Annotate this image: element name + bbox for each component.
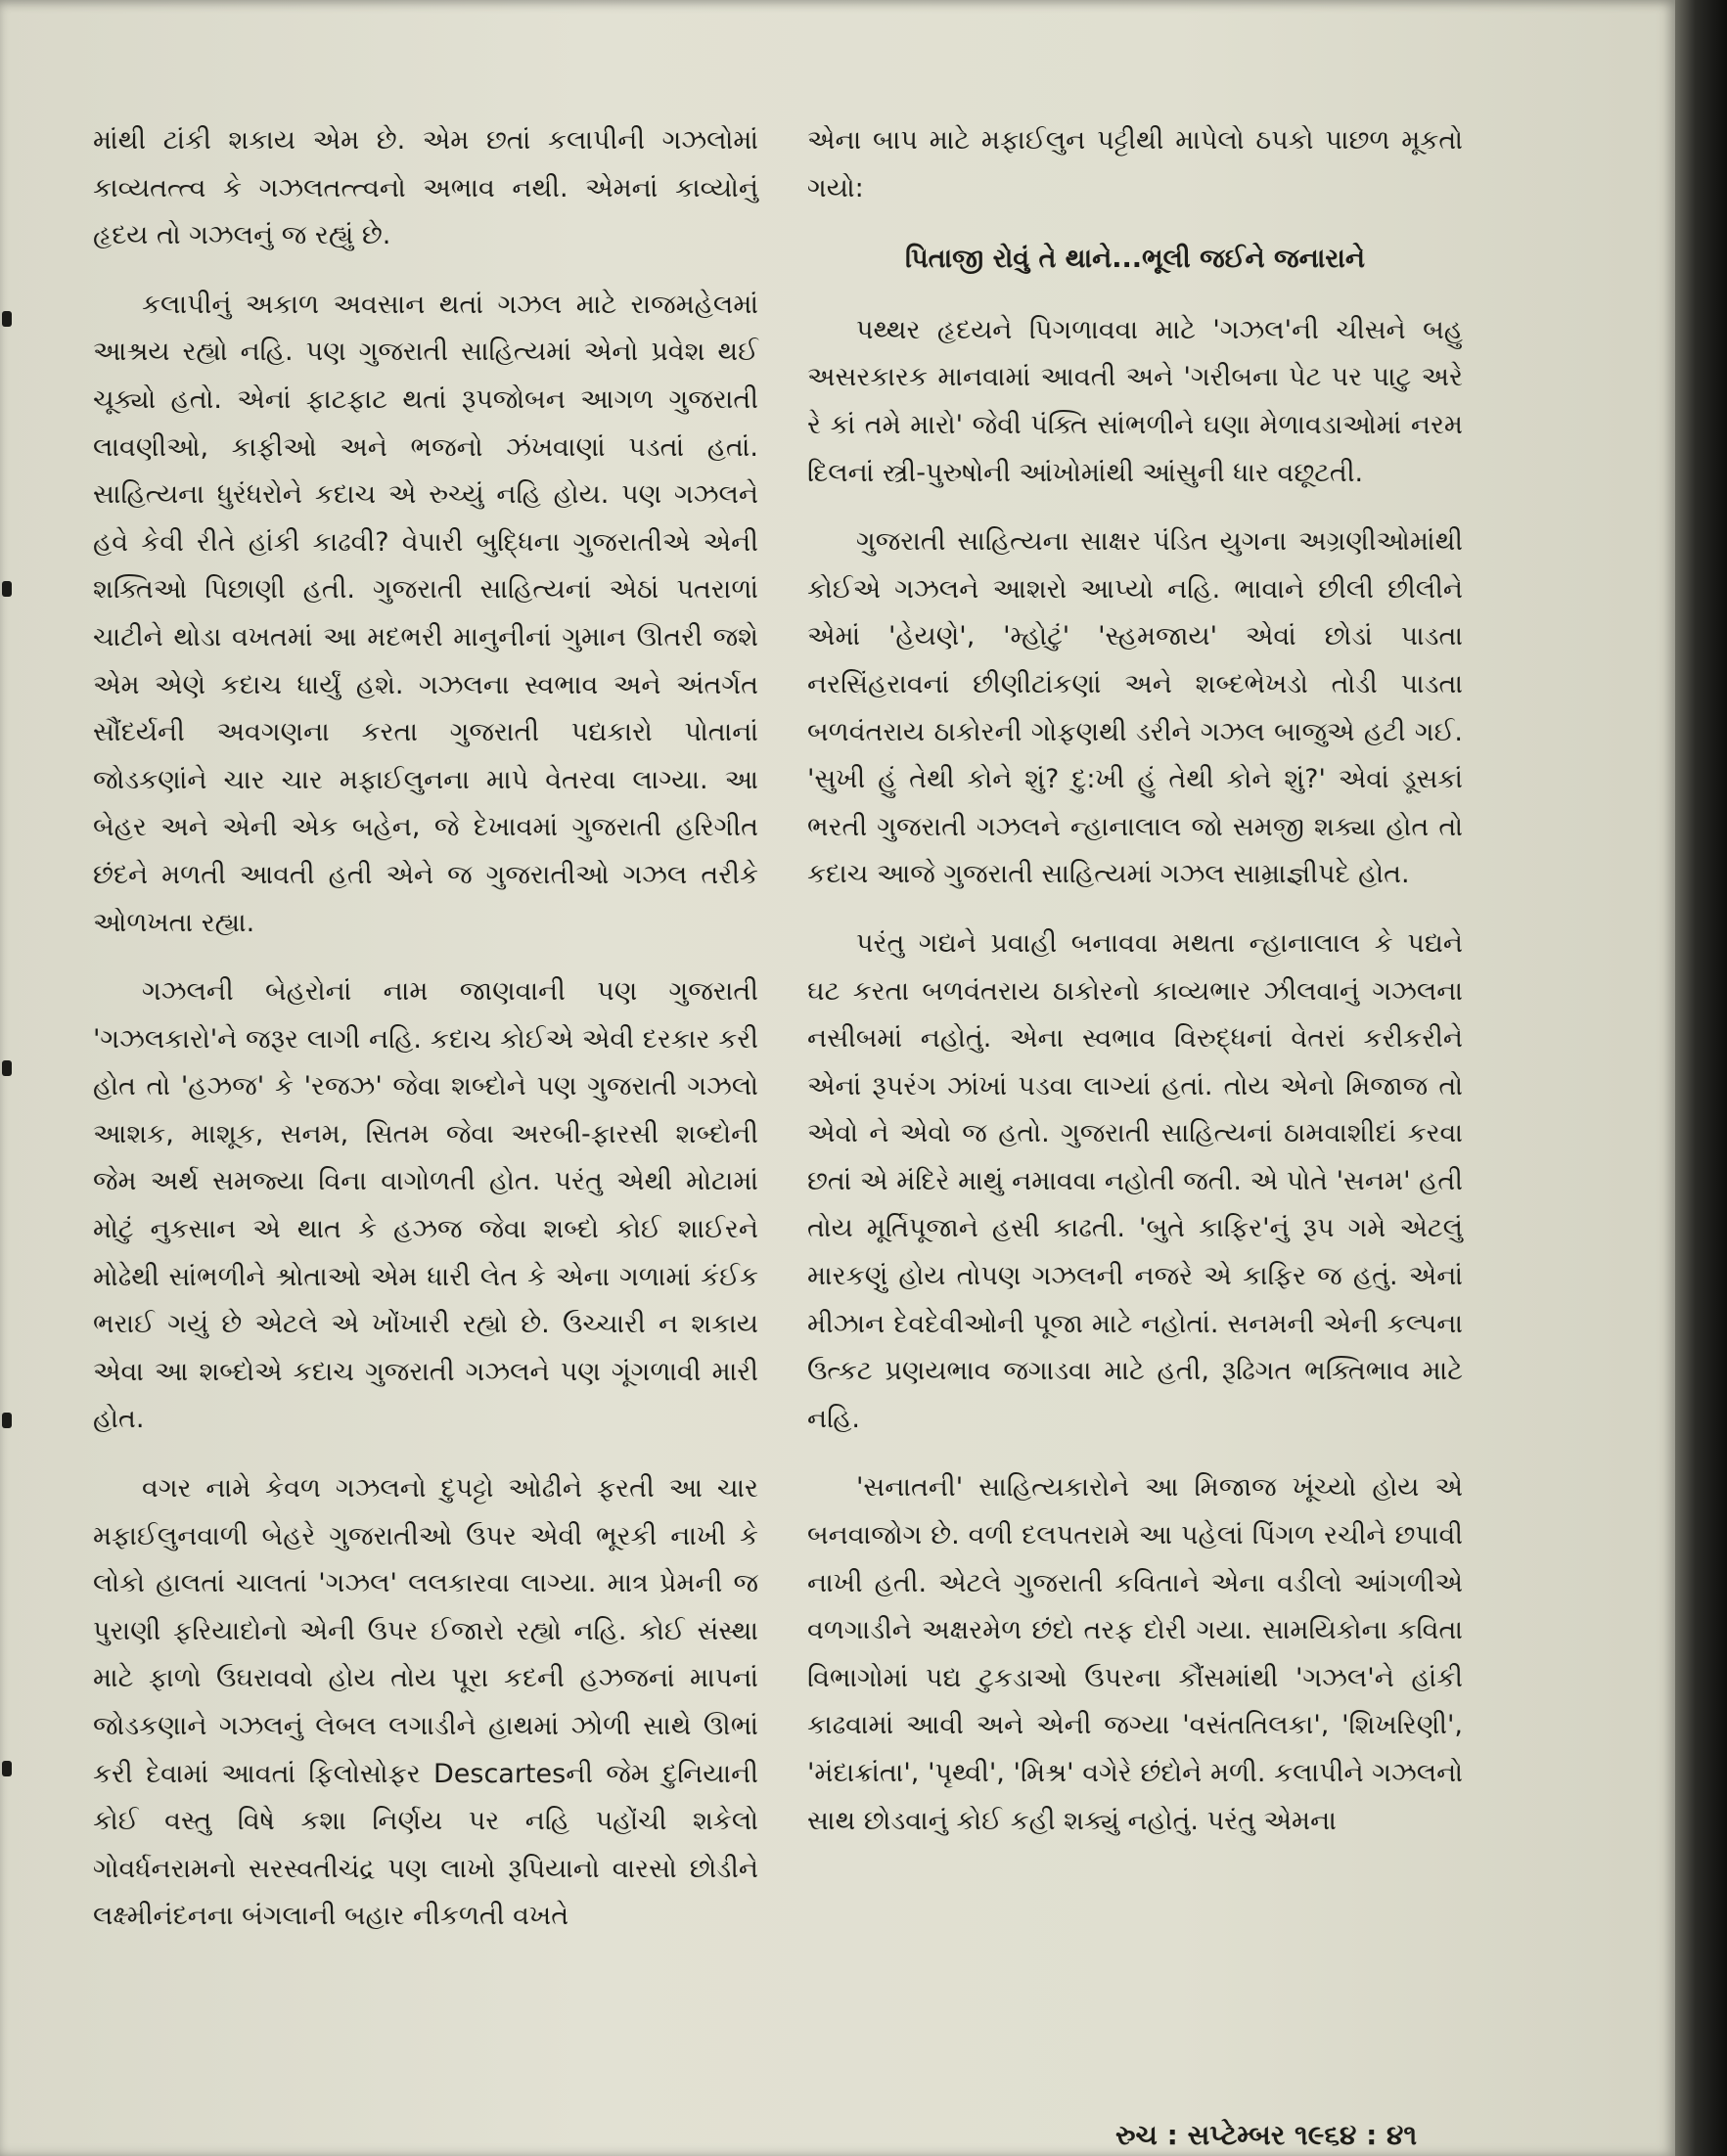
binding-hole	[2, 1761, 12, 1776]
right-column	[807, 117, 1463, 1866]
paragraph: એના બાપ માટે મફાઈલુન પટ્ટીથી માપેલો ઠપકો પાછળ મૂકતો ગયો:	[807, 125, 1463, 203]
quoted-verse: પિતાજી રોવું તે થાને...ભૂલી જઈને જનારાને	[905, 244, 1365, 275]
page-edge-shadow	[1675, 0, 1727, 2156]
left-column	[93, 117, 758, 1962]
paragraph: ગઝલની બેહરોનાં નામ જાણવાની પણ ગુજરાતી 'ગઝલકારો'ને જરૂર લાગી નહિ. કદાચ કોઈએ એવી દરકાર કરી હોત તો 'હઝજ' કે 'રજઝ' જેવા શબ્દોને પણ ગુજરાતી ગઝલો આશક, માશૂક, સનમ, સિતમ જેવા અરબી-ફારસી શબ્દોની જેમ અર્થ સમજ્યા વિના વાગોળતી હોત. પરંતુ એથી મોટામાં મોટું નુકસાન એ થાત કે હઝજ જેવા શબ્દો કોઈ શાઈરને મોઢેથી સાંભળીને શ્રોતાઓ એમ ધારી લેત કે એના ગળામાં કંઈક ભરાઈ ગયું છે એટલે એ ખોંખારી રહ્યો છે. ઉચ્ચારી ન શકાય એવા આ શબ્દોએ કદાચ ગુજરાતી ગઝલને પણ ગૂંગળાવી મારી હોત.	[93, 976, 758, 1435]
paragraph: માંથી ટાંકી શકાય એમ છે. એમ છતાં કલાપીની ગઝલોમાં કાવ્યતત્ત્વ કે ગઝલતત્ત્વનો અભાવ નથી. એમનાં કાવ્યોનું હૃદય તો ગઝલનું જ રહ્યું છે.	[93, 125, 758, 251]
page-footer: રુચ : સપ્ટેમ્બર ૧૯૬૪ : ૪૧	[1115, 2119, 1418, 2151]
binding-hole	[2, 1413, 12, 1428]
binding-hole	[2, 581, 12, 597]
paragraph: પથ્થર હૃદયને પિગળાવવા માટે 'ગઝલ'ની ચીસને બહુ અસરકારક માનવામાં આવતી અને 'ગરીબના પેટ પર પાટુ અરે રે કાં તમે મારો' જેવી પંક્તિ સાંભળીને ઘણા મેળાવડાઓમાં નરમ દિલનાં સ્ત્રી-પુરુષોની આંખોમાંથી આંસુની ધાર વછૂટતી.	[807, 314, 1463, 488]
paragraph: પરંતુ ગદ્યને પ્રવાહી બનાવવા મથતા ન્હાનાલાલ કે પદ્યને ઘટ કરતા બળવંતરાય ઠાકોરનો કાવ્યભાર ઝીલવાનું ગઝલના નસીબમાં નહોતું. એના સ્વભાવ વિરુદ્ધનાં વેતરાં કરીકરીને એનાં રૂપરંગ ઝાંખાં પડવા લાગ્યાં હતાં. તોય એનો મિજાજ તો એવો ને એવો જ હતો. ગુજરાતી સાહિત્યનાં ઠામવાશીદાં કરવા છતાં એ મંદિરે માથું નમાવવા નહોતી જતી. એ પોતે 'સનમ' હતી તોય મૂર્તિપૂજાને હસી કાઢતી. 'બુતે કાફિર'નું રૂપ ગમે એટલું મારકણું હોય તોપણ ગઝલની નજરે એ કાફિર જ હતું. એનાં મીઝાન દેવદેવીઓની પૂજા માટે નહોતાં. સનમની એની કલ્પના ઉત્કટ પ્રણયભાવ જગાડવા માટે હતી, રૂઢિગત ભક્તિભાવ માટે નહિ.	[807, 927, 1463, 1434]
paragraph: વગર નામે કેવળ ગઝલનો દુપટ્ટો ઓઢીને ફરતી આ ચાર મફાઈલુનવાળી બેહરે ગુજરાતીઓ ઉપર એવી ભૂરકી નાખી કે લોકો હાલતાં ચાલતાં 'ગઝલ' લલકારવા લાગ્યા. માત્ર પ્રેમની જ પુરાણી ફરિયાદોનો એની ઉપર ઈજારો રહ્યો નહિ. કોઈ સંસ્થા માટે ફાળો ઉઘરાવવો હોય તોય પૂરા કદની હઝજનાં માપનાં જોડકણાને ગઝલનું લેબલ લગાડીને હાથમાં ઝોળી સાથે ઊભાં કરી દેવામાં આવતાં ફિલોસોફર Descartesની જેમ દુનિયાની કોઈ વસ્તુ વિષે કશા નિર્ણય પર નહિ પહોંચી શકેલો ગોવર્ધનરામનો સરસ્વતીચંદ્ર પણ લાખો રૂપિયાનો વારસો છોડીને લક્ષ્મીનંદનના બંગલાની બહાર નીકળતી વખતે	[93, 1473, 758, 1932]
paragraph: 'સનાતની' સાહિત્યકારોને આ મિજાજ ખૂંચ્યો હોય એ બનવાજોગ છે. વળી દલપતરામે આ પહેલાં પિંગળ રચીને છપાવી નાખી હતી. એટલે ગુજરાતી કવિતાને એના વડીલો આંગળીએ વળગાડીને અક્ષરમેળ છંદો તરફ દોરી ગયા. સામયિકોના કવિતા વિભાગોમાં પદ્ય ટુકડાઓ ઉપરના કૌંસમાંથી 'ગઝલ'ને હાંકી કાઢવામાં આવી અને એની જગ્યા 'વસંતતિલકા', 'શિખરિણી', 'મંદાક્રાંતા', 'પૃથ્વી', 'મિશ્ર' વગેરે છંદોને મળી. કલાપીને ગઝલનો સાથ છોડવાનું કોઈ કહી શક્યું નહોતું. પરંતુ એમના	[807, 1472, 1463, 1836]
binding-hole	[2, 311, 12, 327]
paragraph: કલાપીનું અકાળ અવસાન થતાં ગઝલ માટે રાજમહેલમાં આશ્રય રહ્યો નહિ. પણ ગુજરાતી સાહિત્યમાં એનો પ્રવેશ થઈ ચૂક્યો હતો. એનાં ફાટફાટ થતાં રૂપજોબન આગળ ગુજરાતી લાવણીઓ, કાફીઓ અને ભજનો ઝંખવાણાં પડતાં હતાં. સાહિત્યના ધુરંધરોને કદાચ એ રુચ્યું નહિ હોય. પણ ગઝલને હવે કેવી રીતે હાંકી કાઢવી? વેપારી બુદ્ધિના ગુજરાતીએ એની શક્તિઓ પિછાણી હતી. ગુજરાતી સાહિત્યનાં એઠાં પતરાળાં ચાટીને થોડા વખતમાં આ મદભરી માનુનીનાં ગુમાન ઊતરી જશે એમ એણે કદાચ ધાર્યું હશે. ગઝલના સ્વભાવ અને અંતર્ગત સૌંદર્યની અવગણના કરતા ગુજરાતી પદ્યકારો પોતાનાં જોડકણાંને ચાર ચાર મફાઈલુનના માપે વેતરવા લાગ્યા. આ બેહર અને એની એક બહેન, જે દેખાવમાં ગુજરાતી હરિગીત છંદને મળતી આવતી હતી એને જ ગુજરાતીઓ ગઝલ તરીકે ઓળખતા રહ્યા.	[93, 289, 758, 938]
paragraph: ગુજરાતી સાહિત્યના સાક્ષર પંડિત યુગના અગ્રણીઓમાંથી કોઈએ ગઝલને આશરો આપ્યો નહિ. ભાવાને છીલી છીલીને એમાં 'હેયણે', 'મ્હોટું' 'સ્હમજાય' એવાં છોડાં પાડતા નરસિંહરાવનાં છીણીટાંકણાં અને શબ્દભેખડો તોડી પાડતા બળવંતરાય ઠાકોરની ગોફણથી ડરીને ગઝલ બાજુએ હટી ગઈ. 'સુખી હું તેથી કોને શું? દુ:ખી હું તેથી કોને શું?' એવાં ડૂસકાં ભરતી ગુજરાતી ગઝલને ન્હાનાલાલ જો સમજી શક્યા હોત તો કદાચ આજે ગુજરાતી સાહિત્યમાં ગઝલ સામ્રાજ્ઞીપદે હોત.	[807, 526, 1463, 890]
binding-hole	[2, 1060, 12, 1076]
